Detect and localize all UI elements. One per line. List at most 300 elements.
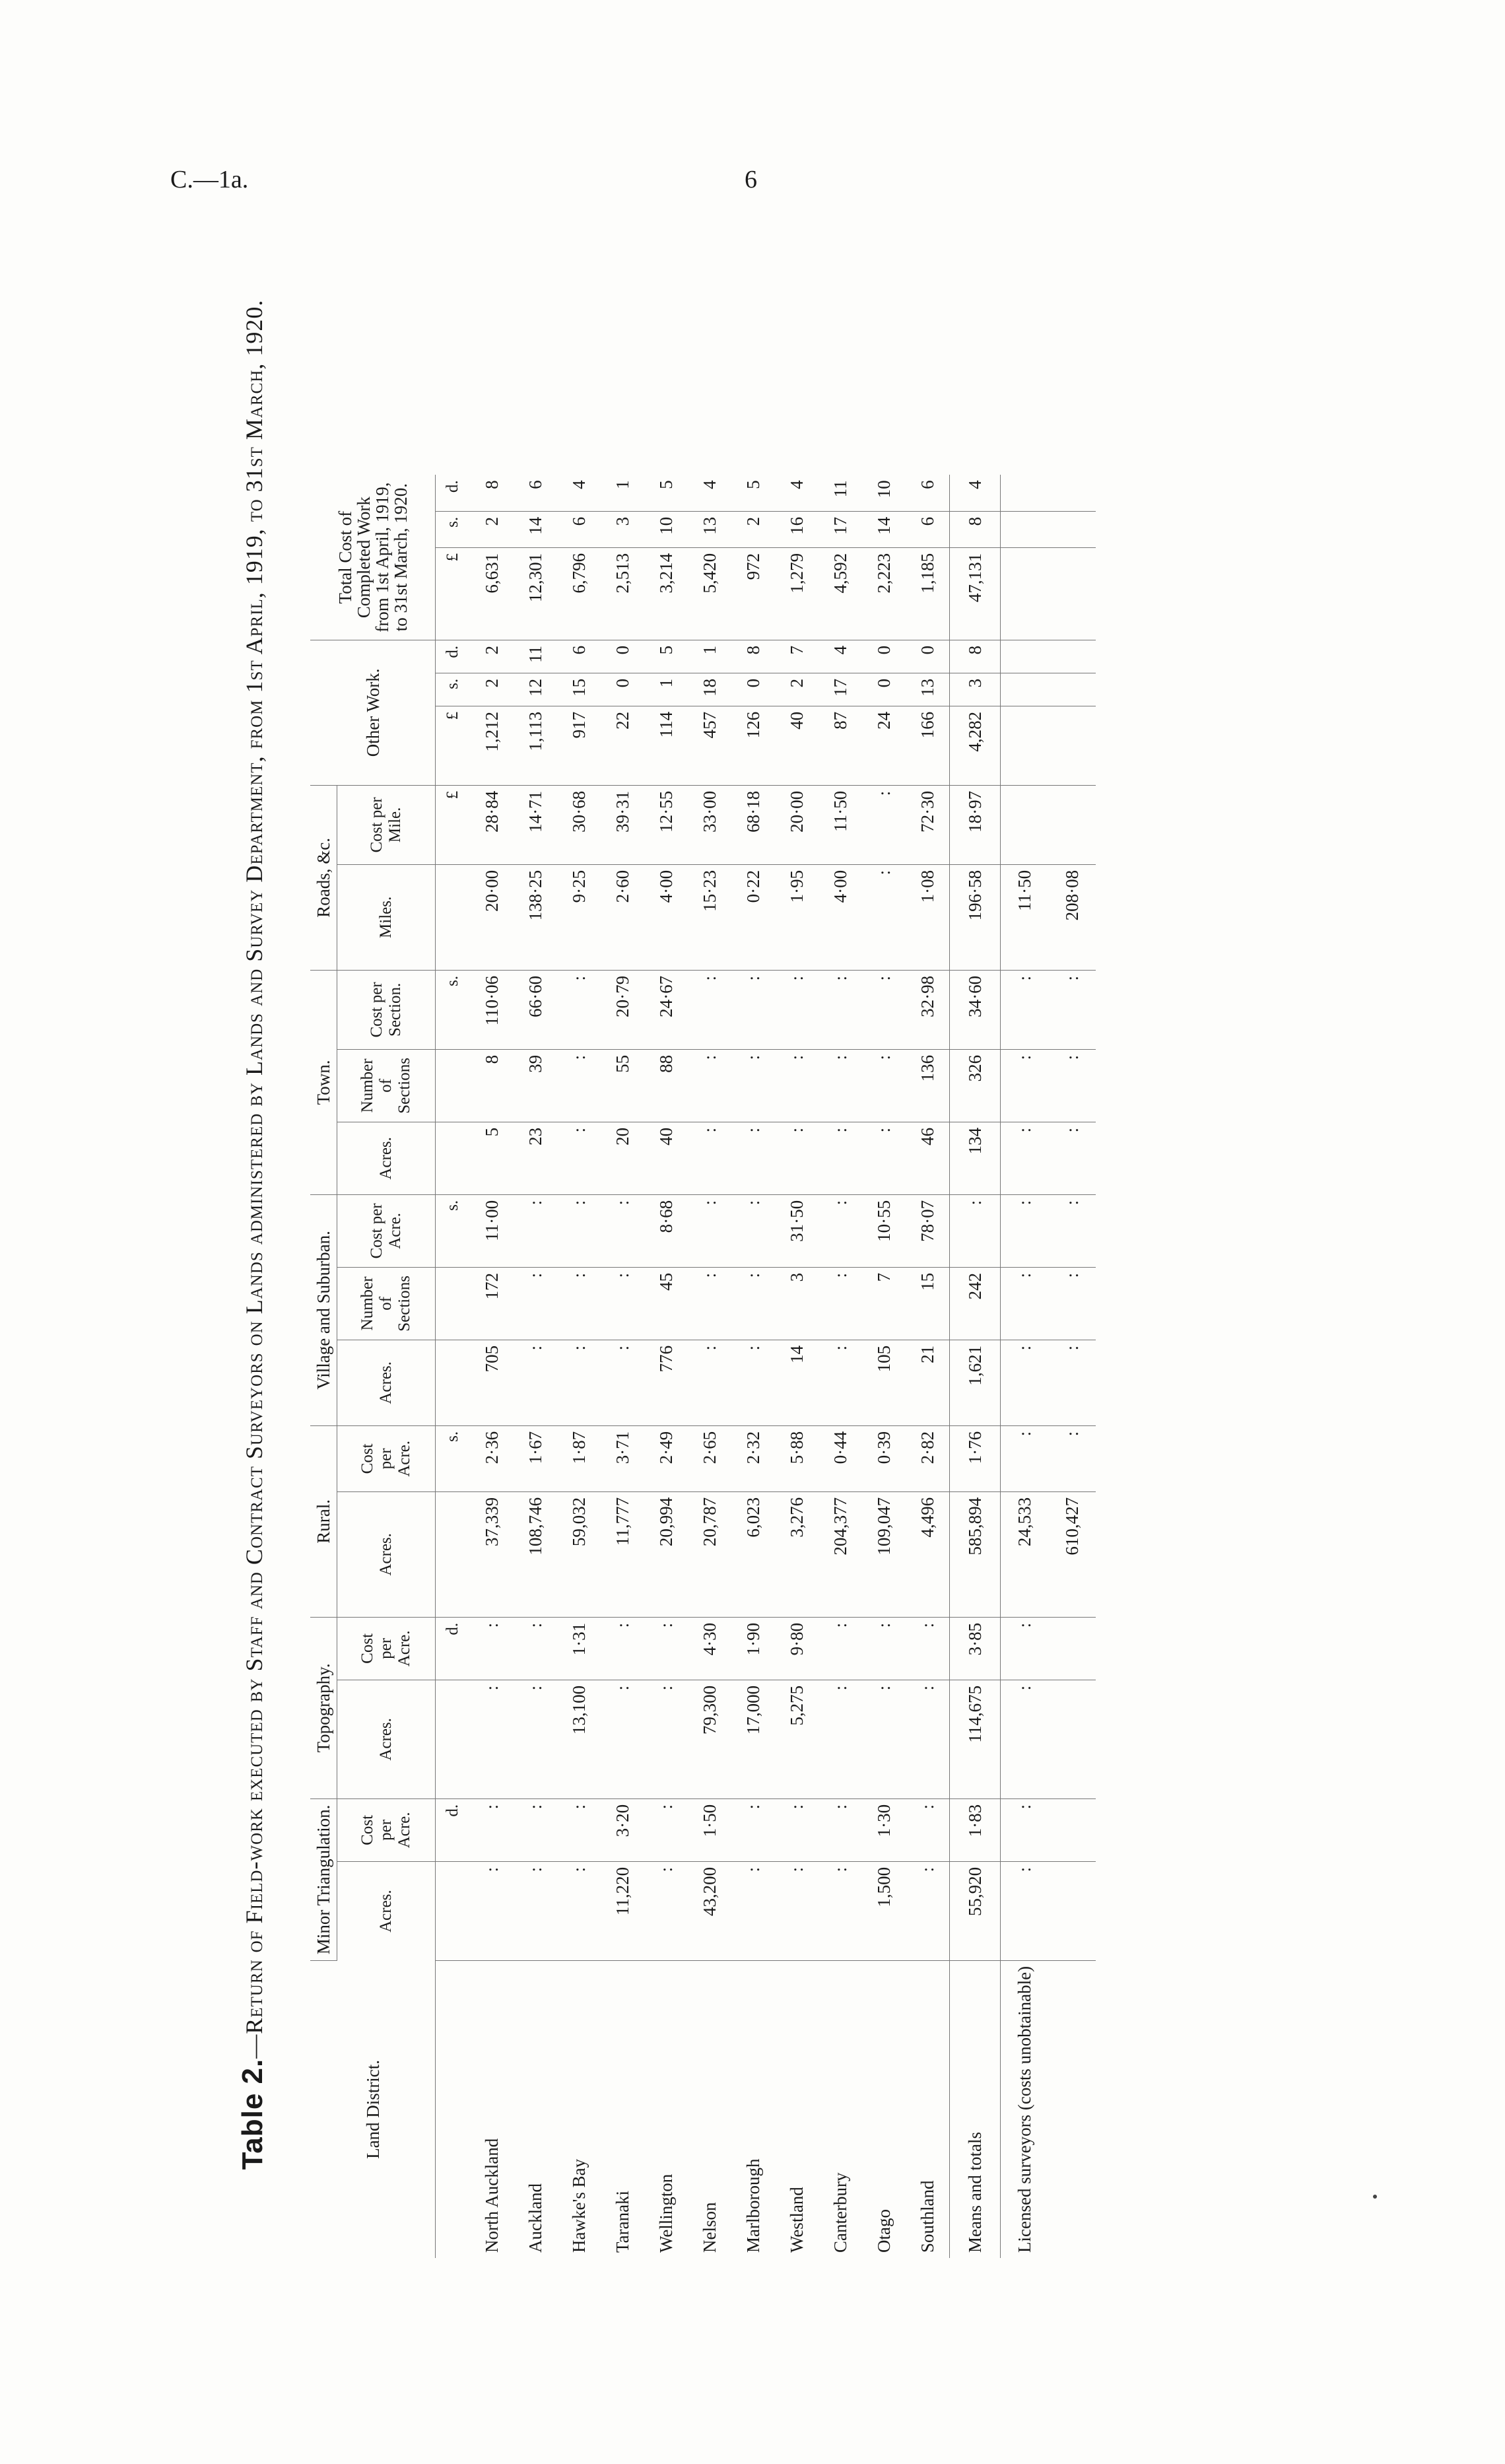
table-row xyxy=(819,475,862,2258)
cell-other-s: 18 xyxy=(688,673,731,706)
cell-minor-acres: : xyxy=(775,1861,819,1960)
cell-total-l: 6,631 xyxy=(470,547,514,640)
cell-minor-cost: 1·83 xyxy=(950,1798,1001,1861)
cell-other-l: 166 xyxy=(906,706,950,785)
cell-vil-cost: : xyxy=(688,1194,731,1267)
cell-topo-cost: 1·31 xyxy=(557,1617,601,1680)
cell-other-d: 0 xyxy=(601,640,644,673)
cell-rural-acres: 24,533 xyxy=(1001,1491,1049,1617)
cell-rural-acres: 37,339 xyxy=(470,1491,514,1617)
cell-town-cost: 110·06 xyxy=(470,970,514,1049)
table-title-text: —Return of Field-work executed by Staff and Contract Surveyors on Lands administered by Lands and Survey Department, from 1st April, 1919, to 31st March, 1920. xyxy=(241,299,267,2059)
unit-cell: £ xyxy=(436,706,471,785)
land-district-cell: Southland xyxy=(917,2180,937,2253)
cell-minor-acres: : xyxy=(470,1861,514,1960)
cell-other-s: 0 xyxy=(601,673,644,706)
cell-rural-cost: 0·44 xyxy=(819,1425,862,1491)
cell-miles: 4·00 xyxy=(644,864,688,970)
unit-cell: d. xyxy=(436,1617,471,1680)
col-village-sections: Number of Sections xyxy=(337,1267,436,1340)
cell-rural-acres: 108,746 xyxy=(514,1491,557,1617)
col-town-acres: Acres. xyxy=(337,1122,436,1194)
cell-minor-cost: : xyxy=(819,1798,862,1861)
cell-rural-cost: 2·36 xyxy=(470,1425,514,1491)
cell-vil-cost: : xyxy=(557,1194,601,1267)
land-district-cell: Marlborough xyxy=(743,2158,763,2253)
unit-cell: s. xyxy=(436,673,471,706)
cell-town-sec: 88 xyxy=(644,1049,688,1122)
cell-minor-acres: 1,500 xyxy=(862,1861,906,1960)
cell-other-l: 917 xyxy=(557,706,601,785)
cell-total-s: 17 xyxy=(819,511,862,547)
cell-town-acres: : xyxy=(775,1122,819,1194)
col-village-cost: Cost per Acre. xyxy=(337,1194,436,1267)
cell-total-l: 972 xyxy=(731,547,775,640)
cell-rural-cost: 1·76 xyxy=(950,1425,1001,1491)
land-district-cell: Wellington xyxy=(655,2173,676,2253)
cell-miles: 4·00 xyxy=(819,864,862,970)
cell-topo-acres: 114,675 xyxy=(950,1680,1001,1798)
cell-town-acres: 23 xyxy=(514,1122,557,1194)
unit-cell: s. xyxy=(436,1425,471,1491)
cell-other-d xyxy=(1001,640,1049,673)
cell-total-d: 4 xyxy=(688,475,731,511)
cell-mile-cost: 33·00 xyxy=(688,785,731,864)
cell-total-d: 6 xyxy=(514,475,557,511)
cell-topo-cost: 4·30 xyxy=(688,1617,731,1680)
cell-other-d: 6 xyxy=(557,640,601,673)
cell-town-sec: : xyxy=(1001,1049,1049,1122)
cell-other-d xyxy=(1048,640,1096,673)
cell-other-l: 1,212 xyxy=(470,706,514,785)
cell-minor-acres: : xyxy=(557,1861,601,1960)
col-group-rural: Rural. xyxy=(310,1425,337,1617)
ink-speck xyxy=(1373,2195,1377,2199)
cell-total-l xyxy=(1048,547,1096,640)
col-town-sections: Number of Sections xyxy=(337,1049,436,1122)
cell-topo-cost: 3·85 xyxy=(950,1617,1001,1680)
cell-miles: 1·08 xyxy=(906,864,950,970)
cell-other-l xyxy=(1048,706,1096,785)
cell-other-l: 22 xyxy=(601,706,644,785)
cell-other-s: 3 xyxy=(950,673,1001,706)
col-roads-miles: Miles. xyxy=(337,864,436,970)
cell-total-d: 1 xyxy=(601,475,644,511)
cell-total-s: 3 xyxy=(601,511,644,547)
rotated-table-area xyxy=(238,13,1399,2258)
cell-rural-acres: 11,777 xyxy=(601,1491,644,1617)
cell-other-l: 4,282 xyxy=(950,706,1001,785)
table-row xyxy=(557,475,601,2258)
cell-rural-cost: : xyxy=(1001,1425,1049,1491)
cell-total-l xyxy=(1001,547,1049,640)
cell-vil-acres: : xyxy=(731,1340,775,1425)
cell-mile-cost: 18·97 xyxy=(950,785,1001,864)
cell-minor-cost: : xyxy=(906,1798,950,1861)
cell-minor-acres: : xyxy=(644,1861,688,1960)
cell-topo-cost: : xyxy=(1001,1617,1049,1680)
cell-vil-sec: : xyxy=(731,1267,775,1340)
col-village-acres: Acres. xyxy=(337,1340,436,1425)
col-topo-acres: Acres. xyxy=(337,1680,436,1798)
cell-vil-acres: 705 xyxy=(470,1340,514,1425)
cell-total-d: 4 xyxy=(950,475,1001,511)
cell-town-cost: 66·60 xyxy=(514,970,557,1049)
cell-vil-sec: : xyxy=(1048,1267,1096,1340)
cell-miles: 1·95 xyxy=(775,864,819,970)
land-district-cell: Auckland xyxy=(525,2183,545,2253)
cell-topo-acres: 5,275 xyxy=(775,1680,819,1798)
cell-miles: 9·25 xyxy=(557,864,601,970)
col-town-cost: Cost per Section. xyxy=(337,970,436,1049)
cell-town-acres: : xyxy=(862,1122,906,1194)
cell-vil-sec: : xyxy=(601,1267,644,1340)
cell-topo-cost: : xyxy=(862,1617,906,1680)
land-district-cell xyxy=(1048,1960,1096,2258)
cell-total-s: 8 xyxy=(950,511,1001,547)
cell-rural-acres: 585,894 xyxy=(950,1491,1001,1617)
cell-other-d: 0 xyxy=(906,640,950,673)
cell-vil-sec: 7 xyxy=(862,1267,906,1340)
cell-total-l: 1,185 xyxy=(906,547,950,640)
cell-rural-cost: 2·32 xyxy=(731,1425,775,1491)
cell-total-l: 2,223 xyxy=(862,547,906,640)
cell-vil-sec: : xyxy=(514,1267,557,1340)
cell-minor-acres xyxy=(1048,1861,1096,1960)
cell-minor-cost: 3·20 xyxy=(601,1798,644,1861)
cell-mile-cost: 20·00 xyxy=(775,785,819,864)
cell-vil-sec: : xyxy=(688,1267,731,1340)
unit-cell: s. xyxy=(436,511,471,547)
cell-total-s: 10 xyxy=(644,511,688,547)
cell-total-s xyxy=(1048,511,1096,547)
cell-other-l: 1,113 xyxy=(514,706,557,785)
cell-town-sec: 136 xyxy=(906,1049,950,1122)
cell-town-sec: 39 xyxy=(514,1049,557,1122)
table-title xyxy=(238,211,269,2258)
cell-other-l: 87 xyxy=(819,706,862,785)
table-row xyxy=(906,475,950,2258)
cell-town-cost: 34·60 xyxy=(950,970,1001,1049)
cell-town-acres: : xyxy=(819,1122,862,1194)
cell-rural-acres: 20,787 xyxy=(688,1491,731,1617)
cell-vil-sec: 172 xyxy=(470,1267,514,1340)
cell-vil-cost: 8·68 xyxy=(644,1194,688,1267)
land-district-cell: Westland xyxy=(786,2187,807,2253)
cell-vil-sec: 45 xyxy=(644,1267,688,1340)
cell-total-d: 4 xyxy=(775,475,819,511)
cell-total-s xyxy=(1001,511,1049,547)
cell-town-cost: : xyxy=(557,970,601,1049)
cell-rural-cost: 2·82 xyxy=(906,1425,950,1491)
cell-rural-acres: 4,496 xyxy=(906,1491,950,1617)
unit-cell: d. xyxy=(436,475,471,511)
cell-mile-cost: 12·55 xyxy=(644,785,688,864)
cell-vil-sec: : xyxy=(557,1267,601,1340)
cell-other-s: 2 xyxy=(775,673,819,706)
cell-minor-acres: : xyxy=(514,1861,557,1960)
cell-vil-acres: : xyxy=(1001,1340,1049,1425)
cell-total-d xyxy=(1048,475,1096,511)
col-rural-cost: Cost per Acre. xyxy=(337,1425,436,1491)
cell-town-sec: : xyxy=(731,1049,775,1122)
unit-cell: s. xyxy=(436,1194,471,1267)
cell-other-d: 8 xyxy=(950,640,1001,673)
cell-mile-cost xyxy=(1048,785,1096,864)
cell-vil-cost: 11·00 xyxy=(470,1194,514,1267)
totals-row xyxy=(950,475,1001,2258)
units-row xyxy=(436,475,471,2258)
cell-other-d: 5 xyxy=(644,640,688,673)
cell-topo-cost: : xyxy=(470,1617,514,1680)
cell-town-cost: : xyxy=(862,970,906,1049)
cell-vil-cost: 78·07 xyxy=(906,1194,950,1267)
col-group-total-cost: Total Cost of Completed Work from 1st April, 1919, to 31st March, 1920. xyxy=(310,475,436,640)
cell-town-acres: 134 xyxy=(950,1122,1001,1194)
cell-mile-cost: 68·18 xyxy=(731,785,775,864)
cell-rural-acres: 204,377 xyxy=(819,1491,862,1617)
cell-total-l: 12,301 xyxy=(514,547,557,640)
cell-vil-cost: 10·55 xyxy=(862,1194,906,1267)
cell-other-s: 0 xyxy=(862,673,906,706)
cell-mile-cost: 39·31 xyxy=(601,785,644,864)
cell-town-acres: : xyxy=(688,1122,731,1194)
cell-rural-acres: 109,047 xyxy=(862,1491,906,1617)
field-work-table xyxy=(310,475,1096,2258)
cell-vil-cost: : xyxy=(514,1194,557,1267)
cell-minor-acres: : xyxy=(819,1861,862,1960)
land-district-cell: North Auckland xyxy=(481,2138,502,2253)
cell-minor-cost: : xyxy=(1001,1798,1049,1861)
cell-minor-acres: 55,920 xyxy=(950,1861,1001,1960)
cell-topo-acres: : xyxy=(601,1680,644,1798)
cell-other-s: 2 xyxy=(470,673,514,706)
cell-vil-acres: : xyxy=(819,1340,862,1425)
cell-vil-cost: : xyxy=(731,1194,775,1267)
table-row xyxy=(470,475,514,2258)
cell-minor-cost: : xyxy=(644,1798,688,1861)
cell-rural-acres: 3,276 xyxy=(775,1491,819,1617)
cell-topo-acres: : xyxy=(906,1680,950,1798)
cell-vil-acres: 21 xyxy=(906,1340,950,1425)
cell-total-d: 6 xyxy=(906,475,950,511)
unit-cell: £ xyxy=(436,785,471,864)
cell-minor-cost: : xyxy=(557,1798,601,1861)
cell-mile-cost: 11·50 xyxy=(819,785,862,864)
cell-rural-cost: 1·87 xyxy=(557,1425,601,1491)
cell-other-d: 2 xyxy=(470,640,514,673)
cell-topo-acres: : xyxy=(819,1680,862,1798)
cell-other-d: 11 xyxy=(514,640,557,673)
cell-vil-acres: 776 xyxy=(644,1340,688,1425)
cell-vil-cost: : xyxy=(819,1194,862,1267)
licensed-surveyors-row xyxy=(1001,475,1049,2258)
col-rural-acres: Acres. xyxy=(337,1491,436,1617)
cell-minor-cost: : xyxy=(470,1798,514,1861)
cell-minor-cost: : xyxy=(514,1798,557,1861)
cell-vil-sec: 242 xyxy=(950,1267,1001,1340)
cell-total-s: 2 xyxy=(470,511,514,547)
cell-miles: 2·60 xyxy=(601,864,644,970)
cell-total-s: 2 xyxy=(731,511,775,547)
cell-total-s: 13 xyxy=(688,511,731,547)
cell-town-acres: : xyxy=(731,1122,775,1194)
cell-minor-cost: : xyxy=(731,1798,775,1861)
unit-cell: d. xyxy=(436,640,471,673)
cell-total-l: 4,592 xyxy=(819,547,862,640)
cell-topo-cost: : xyxy=(819,1617,862,1680)
cell-town-cost: : xyxy=(688,970,731,1049)
land-district-cell: Canterbury xyxy=(830,2172,850,2253)
cell-vil-acres: : xyxy=(1048,1340,1096,1425)
cell-mile-cost: 28·84 xyxy=(470,785,514,864)
cell-town-cost: : xyxy=(1001,970,1049,1049)
cell-miles: 11·50 xyxy=(1001,864,1049,970)
cell-total-d: 5 xyxy=(731,475,775,511)
cell-topo-acres: : xyxy=(514,1680,557,1798)
table-number: Table 2. xyxy=(236,2058,269,2170)
cell-miles: 138·25 xyxy=(514,864,557,970)
land-district-cell: Otago xyxy=(873,2209,894,2253)
cell-minor-cost xyxy=(1048,1798,1096,1861)
cell-town-sec: 8 xyxy=(470,1049,514,1122)
col-minor-cost: Cost per Acre. xyxy=(337,1798,436,1861)
cell-town-cost: : xyxy=(819,970,862,1049)
cell-total-d: 8 xyxy=(470,475,514,511)
land-district-cell: Means and totals xyxy=(950,1960,1001,2258)
cell-minor-cost: 1·50 xyxy=(688,1798,731,1861)
cell-rural-cost: : xyxy=(1048,1425,1096,1491)
cell-vil-sec: : xyxy=(819,1267,862,1340)
cell-other-l: 24 xyxy=(862,706,906,785)
cell-town-acres: : xyxy=(1001,1122,1049,1194)
cell-topo-cost: 1·90 xyxy=(731,1617,775,1680)
cell-rural-acres: 20,994 xyxy=(644,1491,688,1617)
cell-minor-acres: : xyxy=(731,1861,775,1960)
cell-miles: 20·00 xyxy=(470,864,514,970)
table-row xyxy=(862,475,906,2258)
cell-topo-acres: : xyxy=(470,1680,514,1798)
cell-vil-acres: 1,621 xyxy=(950,1340,1001,1425)
cell-mile-cost: 14·71 xyxy=(514,785,557,864)
cell-town-cost: : xyxy=(731,970,775,1049)
cell-other-d: 7 xyxy=(775,640,819,673)
cell-rural-cost: 2·49 xyxy=(644,1425,688,1491)
cell-minor-acres: 43,200 xyxy=(688,1861,731,1960)
unit-cell: s. xyxy=(436,970,471,1049)
cell-other-s: 0 xyxy=(731,673,775,706)
cell-vil-sec: 15 xyxy=(906,1267,950,1340)
cell-town-sec: : xyxy=(862,1049,906,1122)
cell-miles: 15·23 xyxy=(688,864,731,970)
cell-topo-acres: : xyxy=(644,1680,688,1798)
cell-town-sec: : xyxy=(775,1049,819,1122)
cell-miles: : xyxy=(862,864,906,970)
cell-town-cost: 24·67 xyxy=(644,970,688,1049)
cell-town-cost: : xyxy=(775,970,819,1049)
cell-town-acres: 5 xyxy=(470,1122,514,1194)
cell-town-acres: 46 xyxy=(906,1122,950,1194)
cell-minor-acres: 11,220 xyxy=(601,1861,644,1960)
cell-vil-cost: : xyxy=(950,1194,1001,1267)
cell-other-d: 1 xyxy=(688,640,731,673)
cell-total-s: 6 xyxy=(557,511,601,547)
cell-town-sec: 55 xyxy=(601,1049,644,1122)
cell-other-d: 4 xyxy=(819,640,862,673)
cell-topo-cost: 9·80 xyxy=(775,1617,819,1680)
cell-topo-cost xyxy=(1048,1617,1096,1680)
cell-town-sec: : xyxy=(557,1049,601,1122)
cell-topo-acres: : xyxy=(862,1680,906,1798)
cell-rural-acres: 59,032 xyxy=(557,1491,601,1617)
land-district-cell: Hawke's Bay xyxy=(568,2158,589,2253)
cell-other-l: 114 xyxy=(644,706,688,785)
cell-miles: 196·58 xyxy=(950,864,1001,970)
cell-mile-cost: : xyxy=(862,785,906,864)
table-row xyxy=(601,475,644,2258)
cell-topo-cost: : xyxy=(514,1617,557,1680)
cell-total-s: 6 xyxy=(906,511,950,547)
unit-cell: £ xyxy=(436,547,471,640)
table-row xyxy=(644,475,688,2258)
cell-town-sec: : xyxy=(819,1049,862,1122)
cell-town-sec: : xyxy=(1048,1049,1096,1122)
cell-other-s: 1 xyxy=(644,673,688,706)
cell-rural-cost: 5·88 xyxy=(775,1425,819,1491)
cell-other-d: 8 xyxy=(731,640,775,673)
cell-total-d: 4 xyxy=(557,475,601,511)
cell-vil-sec: 3 xyxy=(775,1267,819,1340)
unit-cell: d. xyxy=(436,1798,471,1861)
cell-total-s: 16 xyxy=(775,511,819,547)
cell-vil-acres: : xyxy=(514,1340,557,1425)
cell-vil-cost: : xyxy=(601,1194,644,1267)
cell-topo-cost: : xyxy=(644,1617,688,1680)
land-district-cell: Licensed surveyors (costs unobtainable) xyxy=(1014,1966,1034,2253)
cell-town-acres: 40 xyxy=(644,1122,688,1194)
table-row xyxy=(514,475,557,2258)
cell-rural-acres: 6,023 xyxy=(731,1491,775,1617)
cell-minor-cost: 1·30 xyxy=(862,1798,906,1861)
cell-other-s: 12 xyxy=(514,673,557,706)
col-minor-acres: Acres. xyxy=(337,1861,436,1960)
cell-other-l: 457 xyxy=(688,706,731,785)
cell-topo-acres: 13,100 xyxy=(557,1680,601,1798)
page-number: 6 xyxy=(745,166,757,193)
col-roads-cost: Cost per Mile. xyxy=(337,785,436,864)
cell-topo-cost: : xyxy=(601,1617,644,1680)
cell-other-l: 126 xyxy=(731,706,775,785)
cell-total-d: 11 xyxy=(819,475,862,511)
cell-total-l: 3,214 xyxy=(644,547,688,640)
cell-other-s: 15 xyxy=(557,673,601,706)
cell-rural-cost: 2·65 xyxy=(688,1425,731,1491)
cell-total-s: 14 xyxy=(862,511,906,547)
table-row xyxy=(731,475,775,2258)
land-district-cell: Nelson xyxy=(699,2202,719,2253)
col-group-village: Village and Suburban. xyxy=(310,1194,337,1425)
cell-topo-acres: 17,000 xyxy=(731,1680,775,1798)
cell-other-s xyxy=(1001,673,1049,706)
cell-town-acres: : xyxy=(1048,1122,1096,1194)
cell-vil-sec: : xyxy=(1001,1267,1049,1340)
cell-town-acres: : xyxy=(557,1122,601,1194)
cell-mile-cost: 72·30 xyxy=(906,785,950,864)
cell-vil-acres: 105 xyxy=(862,1340,906,1425)
cell-total-l: 6,796 xyxy=(557,547,601,640)
cell-rural-cost: 3·71 xyxy=(601,1425,644,1491)
cell-town-sec: 326 xyxy=(950,1049,1001,1122)
